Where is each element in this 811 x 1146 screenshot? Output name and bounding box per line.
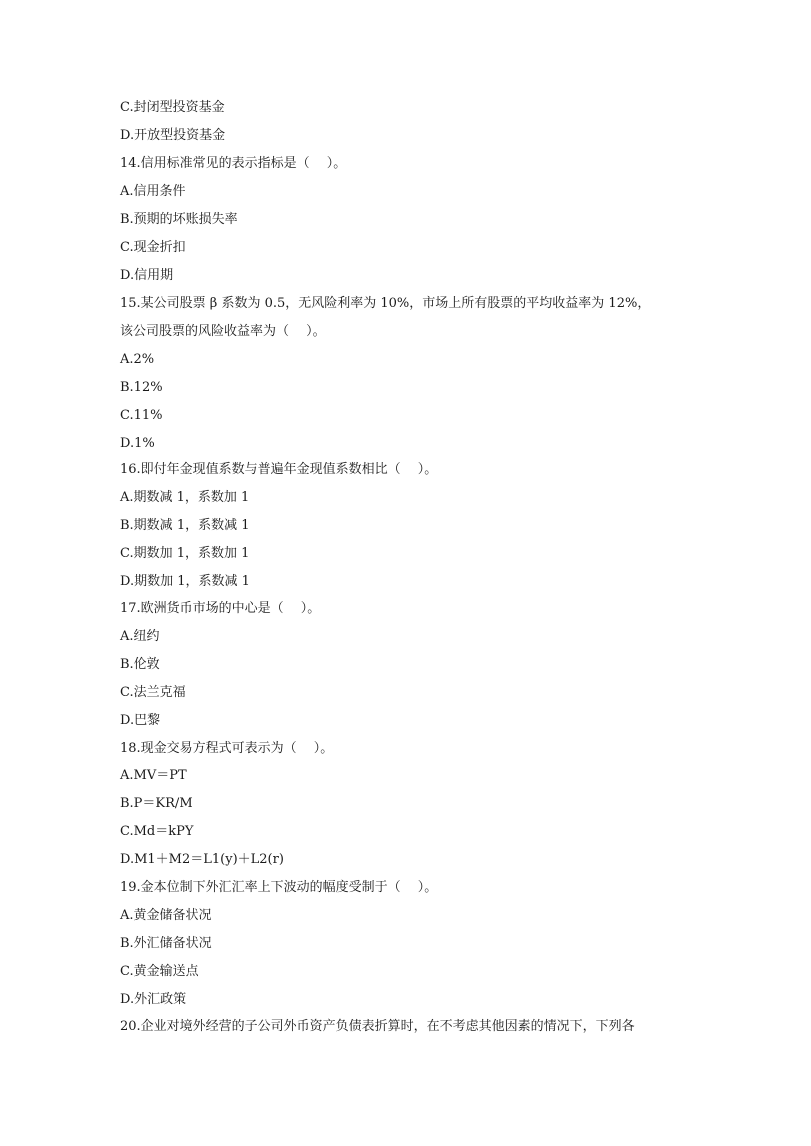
question-15-line-2: 该公司股票的风险收益率为（ ）。	[120, 324, 326, 339]
option-c-q18: C.Md＝kPY	[120, 824, 194, 839]
option-a-q16: A.期数减 1，系数加 1	[120, 490, 250, 505]
option-d-q19: D.外汇政策	[120, 992, 187, 1007]
option-b-q15: B.12%	[120, 380, 163, 395]
question-18: 18.现金交易方程式可表示为（ ）。	[120, 741, 334, 756]
option-a-q19: A.黄金储备状况	[120, 908, 212, 923]
option-d-q15: D.1%	[120, 436, 155, 451]
option-c-q14: C.现金折扣	[120, 240, 186, 255]
question-20: 20.企业对境外经营的子公司外币资产负债表折算时，在不考虑其他因素的情况下，下列各	[120, 1019, 635, 1034]
option-d-q18: D.M1＋M2＝L1(y)＋L2(r)	[120, 852, 284, 867]
option-c-q13: C.封闭型投资基金	[120, 100, 225, 115]
question-17: 17.欧洲货币市场的中心是（ ）。	[120, 601, 321, 616]
option-b-q19: B.外汇储备状况	[120, 936, 212, 951]
option-d-q16: D.期数加 1，系数减 1	[120, 574, 250, 589]
option-d-q13: D.开放型投资基金	[120, 128, 226, 143]
question-14: 14.信用标准常见的表示指标是（ ）。	[120, 156, 347, 171]
option-a-q15: A.2%	[120, 352, 155, 367]
option-c-q16: C.期数加 1，系数加 1	[120, 546, 250, 561]
question-16: 16.即付年金现值系数与普遍年金现值系数相比（ ）。	[120, 462, 438, 477]
option-c-q19: C.黄金输送点	[120, 964, 199, 979]
option-d-q17: D.巴黎	[120, 713, 161, 728]
option-a-q18: A.MV＝PT	[120, 768, 187, 783]
option-a-q14: A.信用条件	[120, 184, 186, 199]
option-b-q14: B.预期的坏账损失率	[120, 212, 238, 227]
option-d-q14: D.信用期	[120, 268, 174, 283]
question-19: 19.金本位制下外汇汇率上下波动的幅度受制于（ ）。	[120, 880, 438, 895]
option-c-q15: C.11%	[120, 408, 163, 423]
option-b-q16: B.期数减 1，系数减 1	[120, 518, 250, 533]
option-b-q18: B.P＝KR/M	[120, 796, 193, 811]
question-15-line-1: 15.某公司股票 β 系数为 0.5，无风险利率为 10%，市场上所有股票的平均收益率为 12%，	[120, 296, 651, 311]
option-b-q17: B.伦敦	[120, 657, 160, 672]
option-a-q17: A.纽约	[120, 629, 160, 644]
option-c-q17: C.法兰克福	[120, 685, 186, 700]
